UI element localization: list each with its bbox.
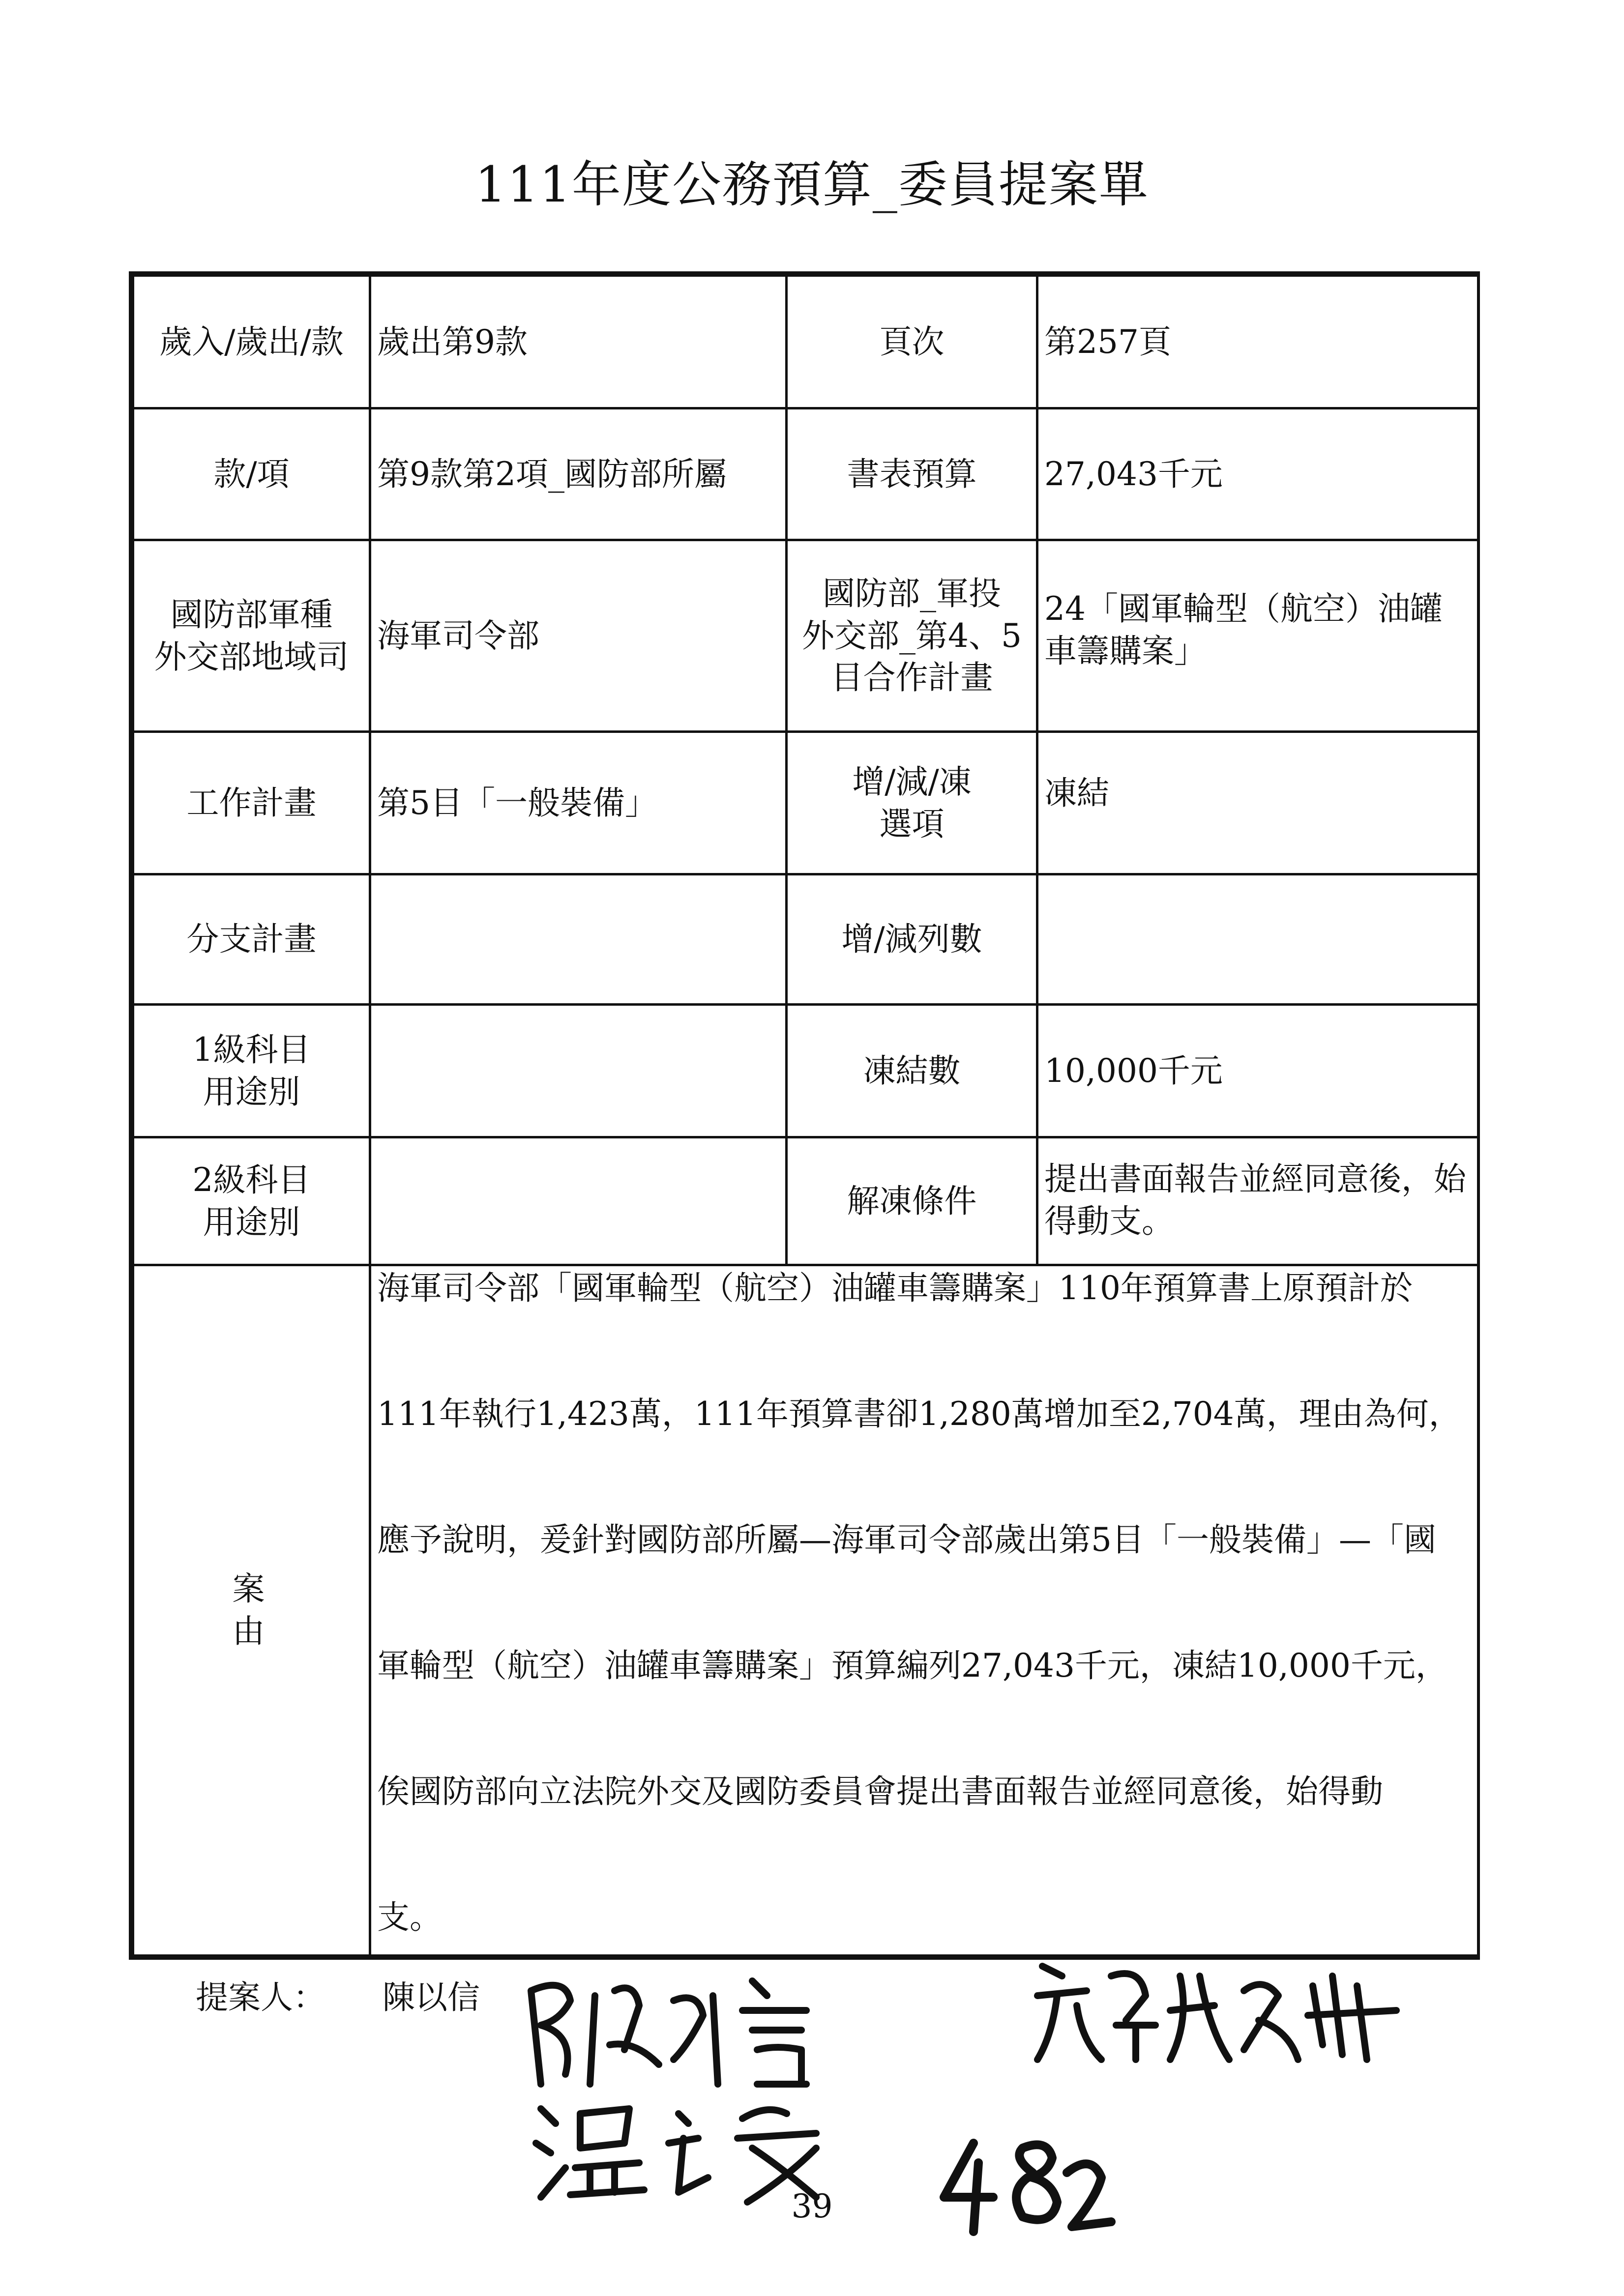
label-plan-line1: 國防部_軍投: [823, 574, 1001, 612]
value-unfreeze-condition: 提出書面報告並經同意後，始得動支。: [1037, 1137, 1478, 1265]
reason-line: 俟國防部向立法院外交及國防委員會提出書面報告並經同意後，始得動: [377, 1773, 1383, 1810]
label-frozen-amount: 凍結數: [787, 1005, 1037, 1137]
label-unit-line1: 國防部軍種: [170, 595, 333, 634]
reason-line: 111年執行1,423萬，111年預算書卻1,280萬增加至2,704萬，理由為何，: [377, 1395, 1461, 1433]
label-reason: 案由: [133, 1265, 370, 1956]
value-budget: 27,043千元: [1037, 408, 1478, 540]
label-unfreeze-condition: 解凍條件: [787, 1137, 1037, 1265]
value-budget-section: 歲出第9款: [370, 276, 787, 408]
reason-line: 軍輪型（航空）油罐車籌購案」預算編列27,043千元，凍結10,000千元，: [377, 1647, 1448, 1685]
reason-line: 支。: [377, 1898, 442, 1936]
value-frozen-amount: 10,000千元: [1037, 1005, 1478, 1137]
page-number: 39: [791, 2187, 833, 2225]
proposer-label: 提案人：: [196, 1978, 325, 2016]
proposal-form: [129, 271, 1480, 1960]
row-unit: [133, 540, 1478, 732]
label-item: 款/項: [133, 408, 370, 540]
label-change-amount: 增/減列數: [787, 874, 1037, 1005]
value-level1: [370, 1005, 787, 1137]
label-plan-line3: 目合作計畫: [830, 659, 993, 697]
value-plan: 24「國軍輪型（航空）油罐車籌購案」: [1037, 540, 1478, 732]
page-title: 111年度公務預算_委員提案單: [475, 156, 1149, 213]
label-level1-line1: 1級科目: [192, 1030, 311, 1069]
row-level2: [133, 1137, 1478, 1265]
label-option: [787, 732, 1037, 874]
label-plan-line2: 外交部_第4、5: [802, 616, 1022, 655]
value-level2: [370, 1137, 787, 1265]
label-level2: [133, 1137, 370, 1265]
row-level1: [133, 1005, 1478, 1137]
signature-1: [511, 1961, 895, 2099]
label-page: 頁次: [787, 276, 1037, 408]
signature-2: [1023, 1947, 1411, 2074]
value-unit: 海軍司令部: [370, 540, 787, 732]
reason-line: 海軍司令部「國軍輪型（航空）油罐車籌購案」110年預算書上原預計於: [377, 1269, 1413, 1307]
label-budget-section: 歲入/歲出/款: [133, 276, 370, 408]
label-option-line1: 增/減/凍: [852, 762, 972, 801]
label-plan: [787, 540, 1037, 732]
label-level1-line2: 用途別: [203, 1073, 300, 1111]
label-unit: [133, 540, 370, 732]
label-work-plan: 工作計畫: [133, 732, 370, 874]
value-item: 第9款第2項_國防部所屬: [370, 408, 787, 540]
reason-text: [370, 1265, 1478, 1956]
row-budget-section: [133, 276, 1478, 408]
label-level2-line1: 2級科目: [192, 1161, 311, 1199]
row-work-plan: [133, 732, 1478, 874]
proposal-table: [132, 274, 1479, 1957]
label-budget: 書表預算: [787, 408, 1037, 540]
reason-line: 應予說明，爰針對國防部所屬—海軍司令部歲出第5目「一般裝備」—「國: [377, 1521, 1436, 1559]
value-change-amount: [1037, 874, 1478, 1005]
label-option-line2: 選項: [879, 805, 945, 843]
label-unit-line2: 外交部地域司: [154, 638, 349, 676]
value-work-plan: 第5目「一般裝備」: [370, 732, 787, 874]
value-option: 凍結: [1037, 732, 1478, 874]
label-level1: [133, 1005, 370, 1137]
value-page: 第257頁: [1037, 276, 1478, 408]
label-level2-line2: 用途別: [203, 1203, 300, 1241]
value-branch-plan: [370, 874, 787, 1005]
proposer-name: 陳以信: [383, 1978, 480, 2016]
row-item: [133, 408, 1478, 540]
label-branch-plan: 分支計畫: [133, 874, 370, 1005]
row-branch-plan: [133, 874, 1478, 1005]
row-reason: [133, 1265, 1478, 1956]
